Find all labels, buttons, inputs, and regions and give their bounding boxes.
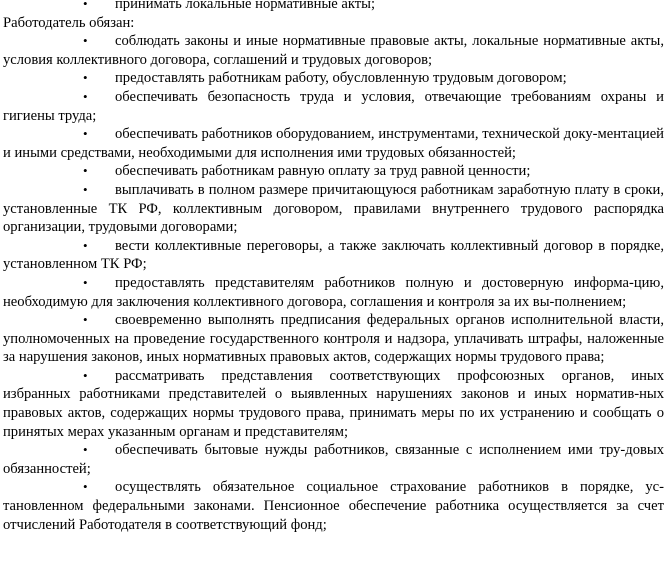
list-item [3, 478, 664, 534]
bullet-icon: • [83, 442, 88, 458]
list-item-text: обеспечивать работникам равную оплату за труд равной ценности; [115, 163, 531, 180]
list-item [3, 69, 664, 88]
list-item [3, 32, 664, 69]
list-item [3, 0, 664, 14]
bullet-icon: • [83, 70, 88, 86]
bullet-icon: • [83, 0, 88, 11]
list-item [3, 367, 664, 441]
bullet-icon: • [83, 181, 88, 197]
list-item-text: обеспечивать бытовые нужды работников, связанные с исполнением ими тру-довых обязанностей; [3, 442, 664, 477]
list-item [3, 441, 664, 478]
bullet-icon: • [83, 312, 88, 328]
list-item [3, 311, 664, 367]
bullet-icon: • [83, 367, 88, 383]
list-item-text: рассматривать представления соответствующих профсоюзных органов, иных избранных работниками представителей о выявленных нарушениях законов и иных норматив-ных правовых актов, содержащих нормы трудового права, принимать меры по их устранению и сообщать о принятых мерах указанным органам и представителям; [3, 367, 664, 440]
list-item-text: осуществлять обязательное социальное страхование работников в порядке, ус-тановленном федеральными законами. Пенсионное обеспечение работника осуществляется за счет отчислений Работодателя в соответствующий фонд; [3, 479, 664, 533]
intro-paragraph: Работодатель обязан: [3, 14, 135, 31]
bullet-icon: • [83, 126, 88, 142]
bullet-icon: • [83, 163, 88, 179]
bullet-icon: • [83, 274, 88, 290]
bullet-icon: • [83, 237, 88, 253]
list-item [3, 274, 664, 311]
list-item [3, 125, 664, 162]
list-item-text: обеспечивать безопасность труда и условия, отвечающие требованиям охраны и гигиены труда; [3, 88, 664, 124]
list-item-text: предоставлять представителям работников полную и достоверную информа-цию, необходимую для заключения коллективного договора, соглашения и контроля за их вы-полнением; [3, 274, 664, 310]
list-item-text: предоставлять работникам работу, обусловленную трудовым договором; [115, 70, 567, 87]
obligations-list [3, 32, 664, 534]
list-item [3, 181, 664, 237]
list-item-text: обеспечивать работников оборудованием, инструментами, технической доку-ментацией и иными средствами, необходимыми для исполнения ими трудовых обязанностей; [3, 126, 664, 161]
list-item-text: выплачивать в полном размере причитающуюся работникам заработную плату в сроки, установленные ТК РФ, коллективным договором, правилами внутреннего трудового распорядка организации, трудовыми договорами; [3, 181, 664, 236]
bullet-icon: • [83, 479, 88, 495]
list-item [3, 237, 664, 274]
list-item [3, 88, 664, 125]
list-item-text: принимать локальные нормативные акты; [115, 0, 376, 12]
list-item-text: соблюдать законы и иные нормативные правовые акты, локальные нормативные акты, условия коллективного договора, соглашений и трудовых договоров; [3, 33, 664, 68]
list-item [3, 162, 664, 181]
list-item-text: своевременно выполнять предписания федеральных органов исполнительной власти, уполномоченных на проведение государственного контроля и надзора, уплачивать штрафы, наложенные за нарушения законов, иных нормативных правовых актов, содержащих нормы трудового права; [3, 312, 664, 366]
bullet-icon: • [83, 88, 88, 104]
bullet-icon: • [83, 33, 88, 49]
list-item-text: вести коллективные переговоры, а также заключать коллективный договор в порядке, установленном ТК РФ; [3, 237, 664, 273]
